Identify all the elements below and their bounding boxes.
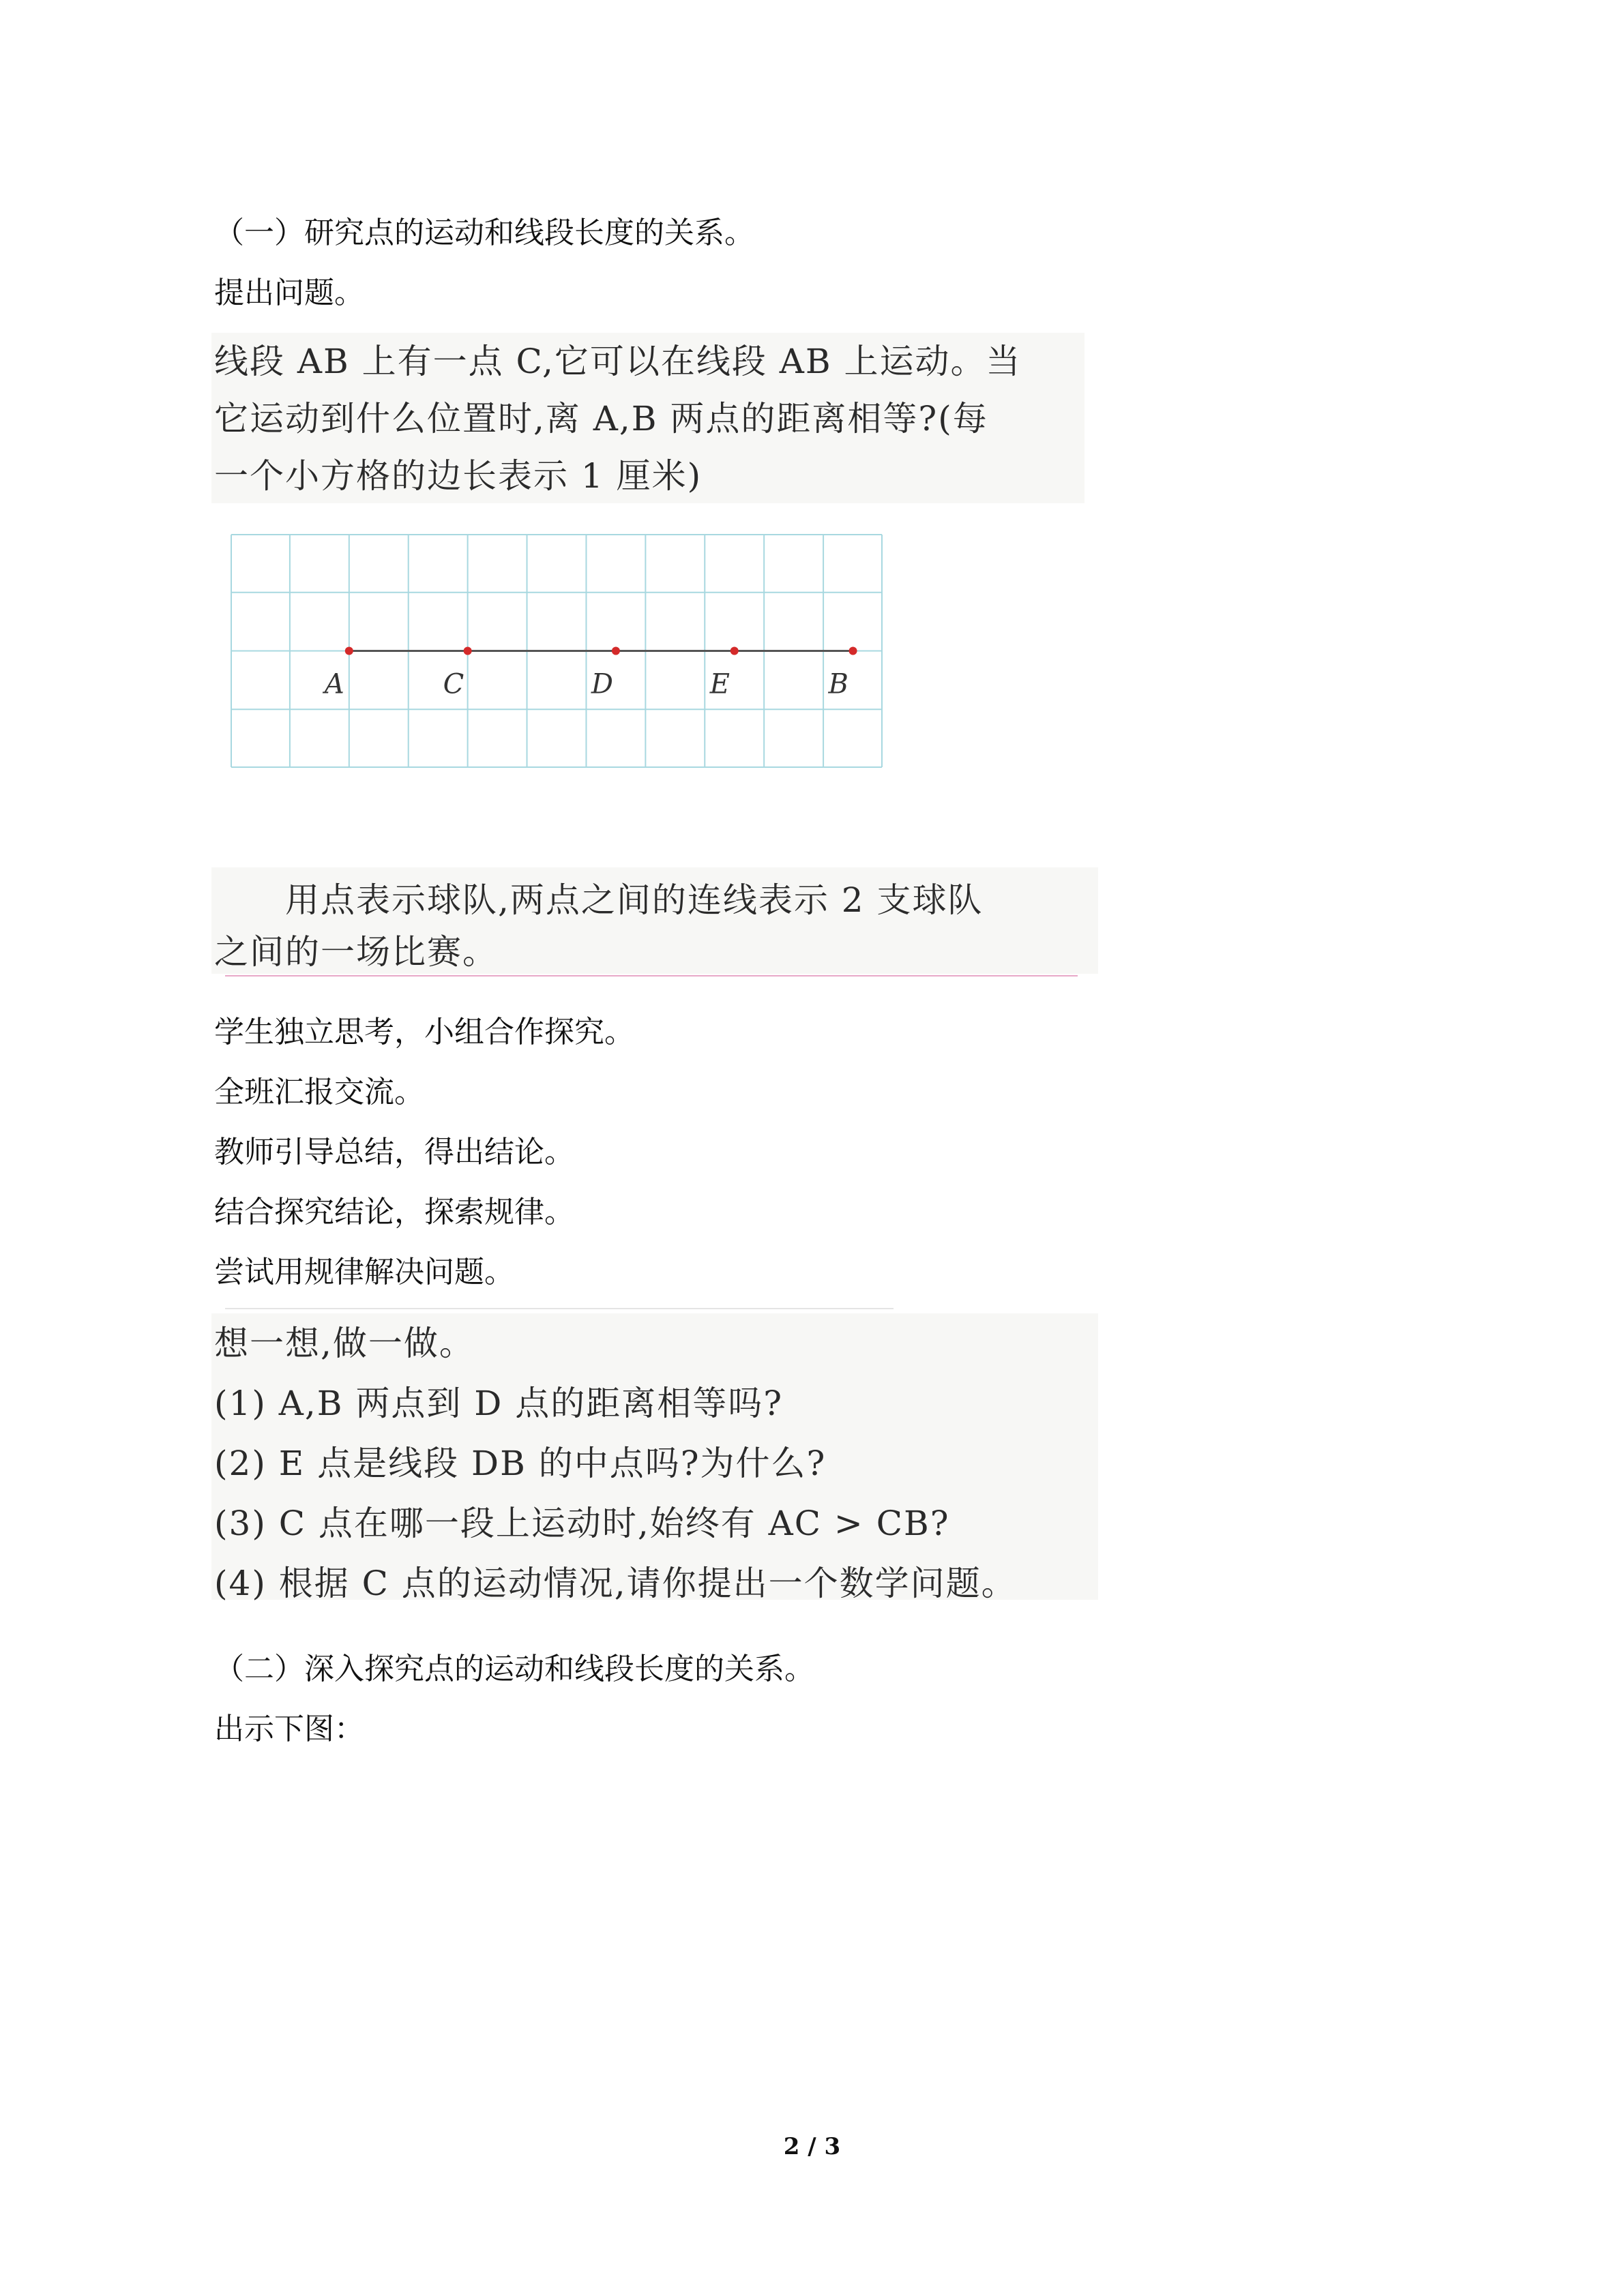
question-2: (2) E 点是线段 DB 的中点吗?为什么? <box>214 1444 827 1483</box>
point-label-e: E <box>709 668 730 700</box>
think-title: 想一想,做一做。 <box>214 1324 475 1363</box>
team-line-2: 之间的一场比赛。 <box>214 932 498 972</box>
page-number: 2 / 3 <box>783 2133 841 2160</box>
point-d <box>612 647 620 655</box>
point-c <box>464 647 472 655</box>
step-class-report: 全班汇报交流。 <box>214 1075 424 1109</box>
team-line-1: 用点表示球队,两点之间的连线表示 2 支球队 <box>214 880 984 920</box>
think-divider <box>225 1308 894 1309</box>
grid-svg <box>231 534 883 768</box>
point-e <box>730 647 739 655</box>
show-figure-text: 出示下图： <box>214 1712 364 1746</box>
point-a <box>345 647 353 655</box>
step-independent-thinking: 学生独立思考，小组合作探究。 <box>214 1015 634 1049</box>
points-layer <box>322 647 857 700</box>
point-label-c: C <box>443 668 464 700</box>
question-4: (4) 根据 C 点的运动情况,请你提出一个数学问题。 <box>214 1564 1017 1603</box>
question-3: (3) C 点在哪一段上运动时,始终有 AC > CB? <box>214 1504 950 1543</box>
point-b <box>849 647 857 655</box>
problem-line-1: 线段 AB 上有一点 C,它可以在线段 AB 上运动。当 <box>214 342 1022 381</box>
segment-grid-figure <box>231 534 883 768</box>
point-label-d: D <box>591 668 613 700</box>
point-label-b: B <box>828 668 848 700</box>
pink-divider <box>225 975 1078 976</box>
question-1: (1) A,B 两点到 D 点的距离相等吗? <box>214 1384 784 1423</box>
heading-section-2: （二）深入探究点的运动和线段长度的关系。 <box>214 1652 814 1686</box>
problem-line-2: 它运动到什么位置时,离 A,B 两点的距离相等?(每 <box>214 399 988 438</box>
heading-section-1: （一）研究点的运动和线段长度的关系。 <box>214 215 754 250</box>
step-teacher-summary: 教师引导总结，得出结论。 <box>214 1135 574 1169</box>
point-label-a: A <box>324 668 344 700</box>
problem-line-3: 一个小方格的边长表示 1 厘米) <box>214 456 703 496</box>
step-solve-problem: 尝试用规律解决问题。 <box>214 1255 514 1289</box>
raise-question-text: 提出问题。 <box>214 275 364 310</box>
step-explore-rule: 结合探究结论，探索规律。 <box>214 1195 574 1229</box>
